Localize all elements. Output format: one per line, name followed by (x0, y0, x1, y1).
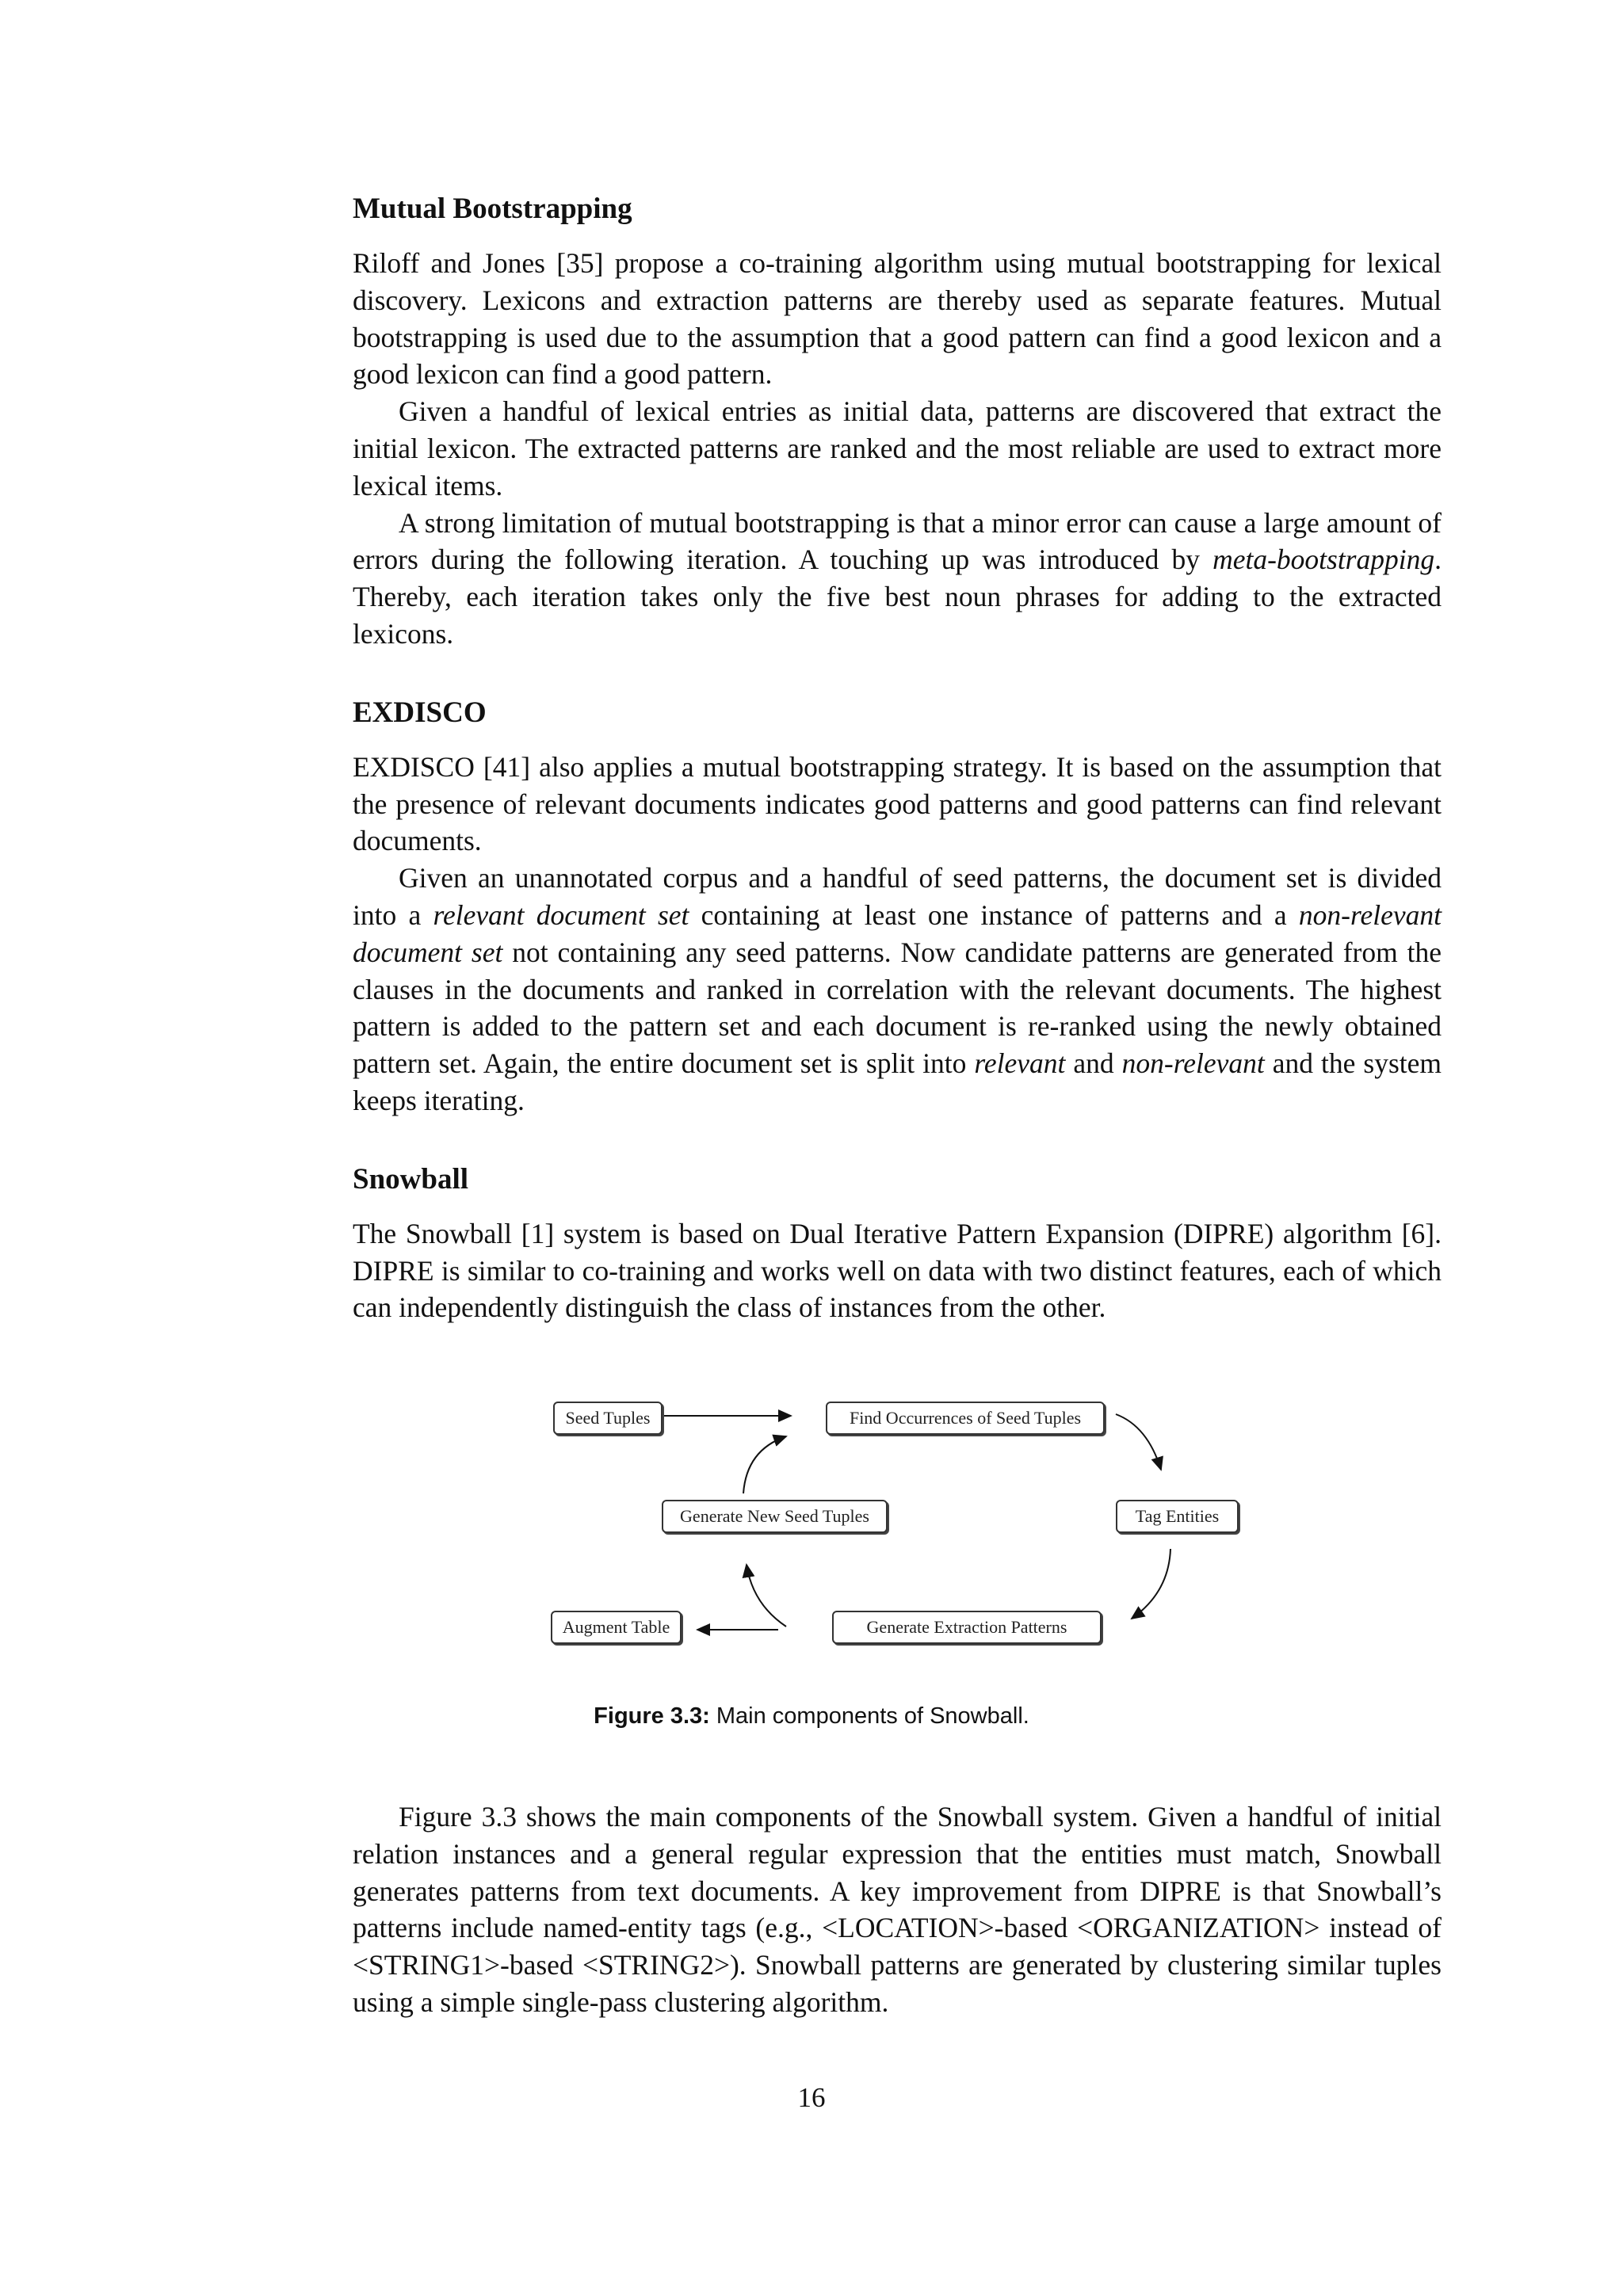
paragraph: Riloff and Jones [35] propose a co-training algorithm using mutual bootstrapping for lexical discovery. Lexicons and extraction patterns are thereby used as separate features. Mutual bootstrapping is used due to the assumption that a good pattern can find a good lexicon and a good lexicon can find a good pattern. (353, 247, 1442, 391)
emphasis-term: non-relevant document set (353, 898, 1442, 968)
paragraph: EXDISCO [41] also applies a mutual bootstrapping strategy. It is based on the assumption that the presence of relevant documents indicates good patterns and good patterns can find relevant documents. (353, 750, 1442, 857)
emphasis-term: meta-bootstrapping (1212, 543, 1435, 576)
text-span: and (1065, 1047, 1122, 1080)
arrow-tag-to-patterns (1132, 1549, 1170, 1619)
paragraph: The Snowball [1] system is based on Dual Iterative Pattern Expansion (DIPRE) algorithm [6]. DIPRE is similar to co-training and works well on data with two distinct features, each of which can independently distinguish the class of instances from the other. (353, 1217, 1442, 1324)
box-augment-table: Augment Table (551, 1611, 682, 1644)
box-find-occurrences: Find Occurrences of Seed Tuples (826, 1402, 1105, 1435)
box-generate-extraction-patterns: Generate Extraction Patterns (832, 1611, 1102, 1644)
heading-snowball: Snowball (353, 1162, 469, 1196)
box-generate-new-seed-tuples: Generate New Seed Tuples (662, 1500, 888, 1533)
caption-text: Main components of Snowball. (709, 1703, 1029, 1729)
text-span: A strong limitation of mutual bootstrapping is that a minor error can cause a large amount of errors during the following iteration. A touching up was introduced by (353, 506, 1442, 576)
paragraph (353, 505, 1442, 653)
arrow-patterns-to-newseed (747, 1565, 786, 1627)
text-span: not containing any seed patterns. Now candidate patterns are generated from the clauses in the documents and ranked in correlation with the relevant documents. The highest pattern is added to the pattern set and each document is re-ranked using the newly obtained pattern set. Again, the entire document set is split into (353, 936, 1442, 1080)
text-span: and the system keeps iterating. (353, 1047, 1442, 1116)
figure-caption (0, 1703, 1623, 1730)
page-number: 16 (797, 2082, 826, 2113)
text-span: Given an unannotated corpus and a handful of seed patterns, the document set is divided into a (353, 862, 1442, 931)
snowball-diagram (539, 1390, 1248, 1652)
text-span: containing at least one instance of patterns and a (689, 898, 1299, 931)
paragraph (353, 860, 1442, 1119)
box-seed-tuples: Seed Tuples (553, 1402, 663, 1435)
emphasis-term: non-relevant (1121, 1047, 1265, 1080)
heading-exdisco: EXDISCO (353, 696, 487, 729)
paragraph: Figure 3.3 shows the main components of the Snowball system. Given a handful of initial relation instances and a general regular expression that the entities must match, Snowball generates patterns from text documents. A key improvement from DIPRE is that Snowball’s patterns include named-entity tags (e.g., <LOCATION>-based <ORGANIZATION> instead of <STRING1>-based <STRING2>). Snowball patterns are generated by clustering similar tuples using a simple single-pass clustering algorithm. (353, 1801, 1442, 2018)
emphasis-term: relevant (974, 1047, 1066, 1080)
caption-label: Figure 3.3: (594, 1703, 710, 1729)
text-span: . Thereby, each iteration takes only the five best noun phrases for adding to the extracted lexicons. (353, 543, 1442, 650)
arrow-newseed-to-find (743, 1436, 786, 1493)
main-text-column (353, 190, 1442, 1326)
heading-mutual-bootstrapping: Mutual Bootstrapping (353, 193, 632, 225)
paragraph: Given a handful of lexical entries as initial data, patterns are discovered that extract the initial lexicon. The extracted patterns are ranked and the most reliable are used to extract more lexical items. (353, 395, 1442, 502)
post-figure-text (353, 1798, 1442, 2021)
emphasis-term: relevant document set (433, 898, 689, 931)
box-tag-entities: Tag Entities (1116, 1500, 1239, 1533)
arrow-find-to-tag (1116, 1414, 1161, 1470)
